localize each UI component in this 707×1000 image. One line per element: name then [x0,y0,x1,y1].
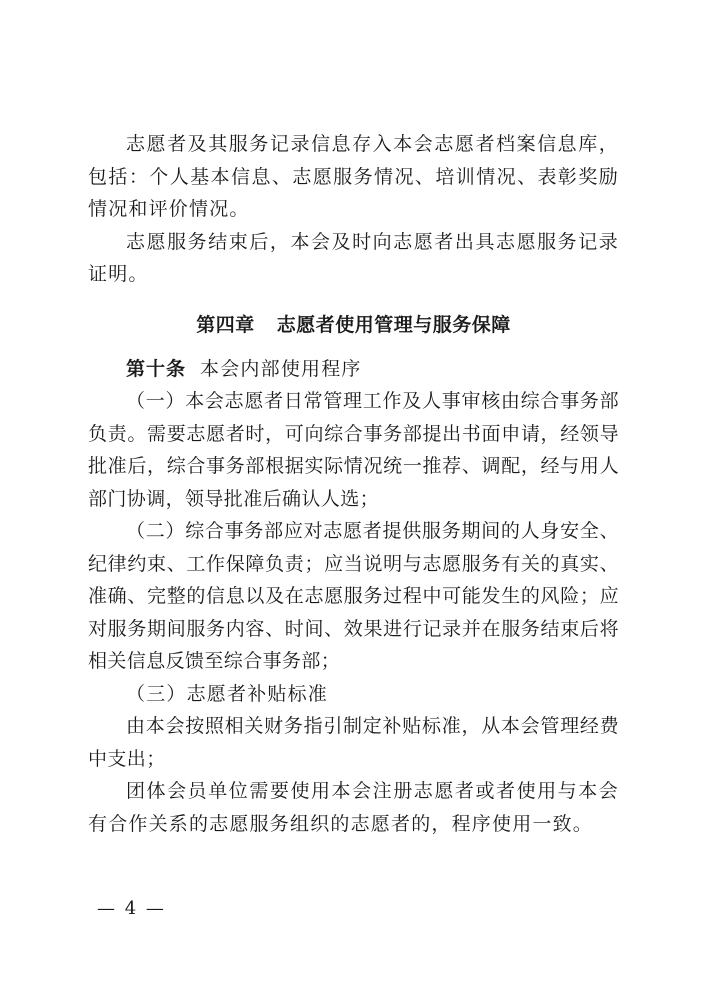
clause-2: （二）综合事务部应对志愿者提供服务期间的人身安全、纪律约束、工作保障负责；应当说明与志愿服务有关的真实、准确、完整的信息以及在志愿服务过程中可能发生的风险；应对服务期间服务内容、时间、效果进行记录并在服务结束后将相关信息反馈至综合事务部； [88,520,619,672]
page-number: — 4 — [97,898,166,919]
paragraph-service-certificate: 志愿服务结束后，本会及时向志愿者出具志愿服务记录证明。 [88,230,619,285]
clause-3-body: 由本会按照相关财务指引制定补贴标准，从本会管理经费中支出； [88,715,619,770]
article-heading [88,353,619,386]
paragraph-member-units: 团体会员单位需要使用本会注册志愿者或者使用与本会有合作关系的志愿服务组织的志愿者的，程序使用一致。 [88,780,619,835]
chapter-heading [88,309,619,341]
chapter-number: 第四章 [196,313,255,336]
paragraph-archive-info: 志愿者及其服务记录信息存入本会志愿者档案信息库，包括：个人基本信息、志愿服务情况、培训情况、表彰奖励情况和评价情况。 [88,133,619,220]
article-number: 第十条 [126,357,187,380]
chapter-title: 志愿者使用管理与服务保障 [276,313,511,336]
article-title: 本会内部使用程序 [200,357,362,380]
clause-1: （一）本会志愿者日常管理工作及人事审核由综合事务部负责。需要志愿者时，可向综合事务部提出书面申请，经领导批准后，综合事务部根据实际情况统一推荐、调配，经与用人部门协调，领导批准后确认人选； [88,390,619,510]
document-body [88,128,619,840]
clause-3-heading: （三）志愿者补贴标准 [126,682,329,705]
